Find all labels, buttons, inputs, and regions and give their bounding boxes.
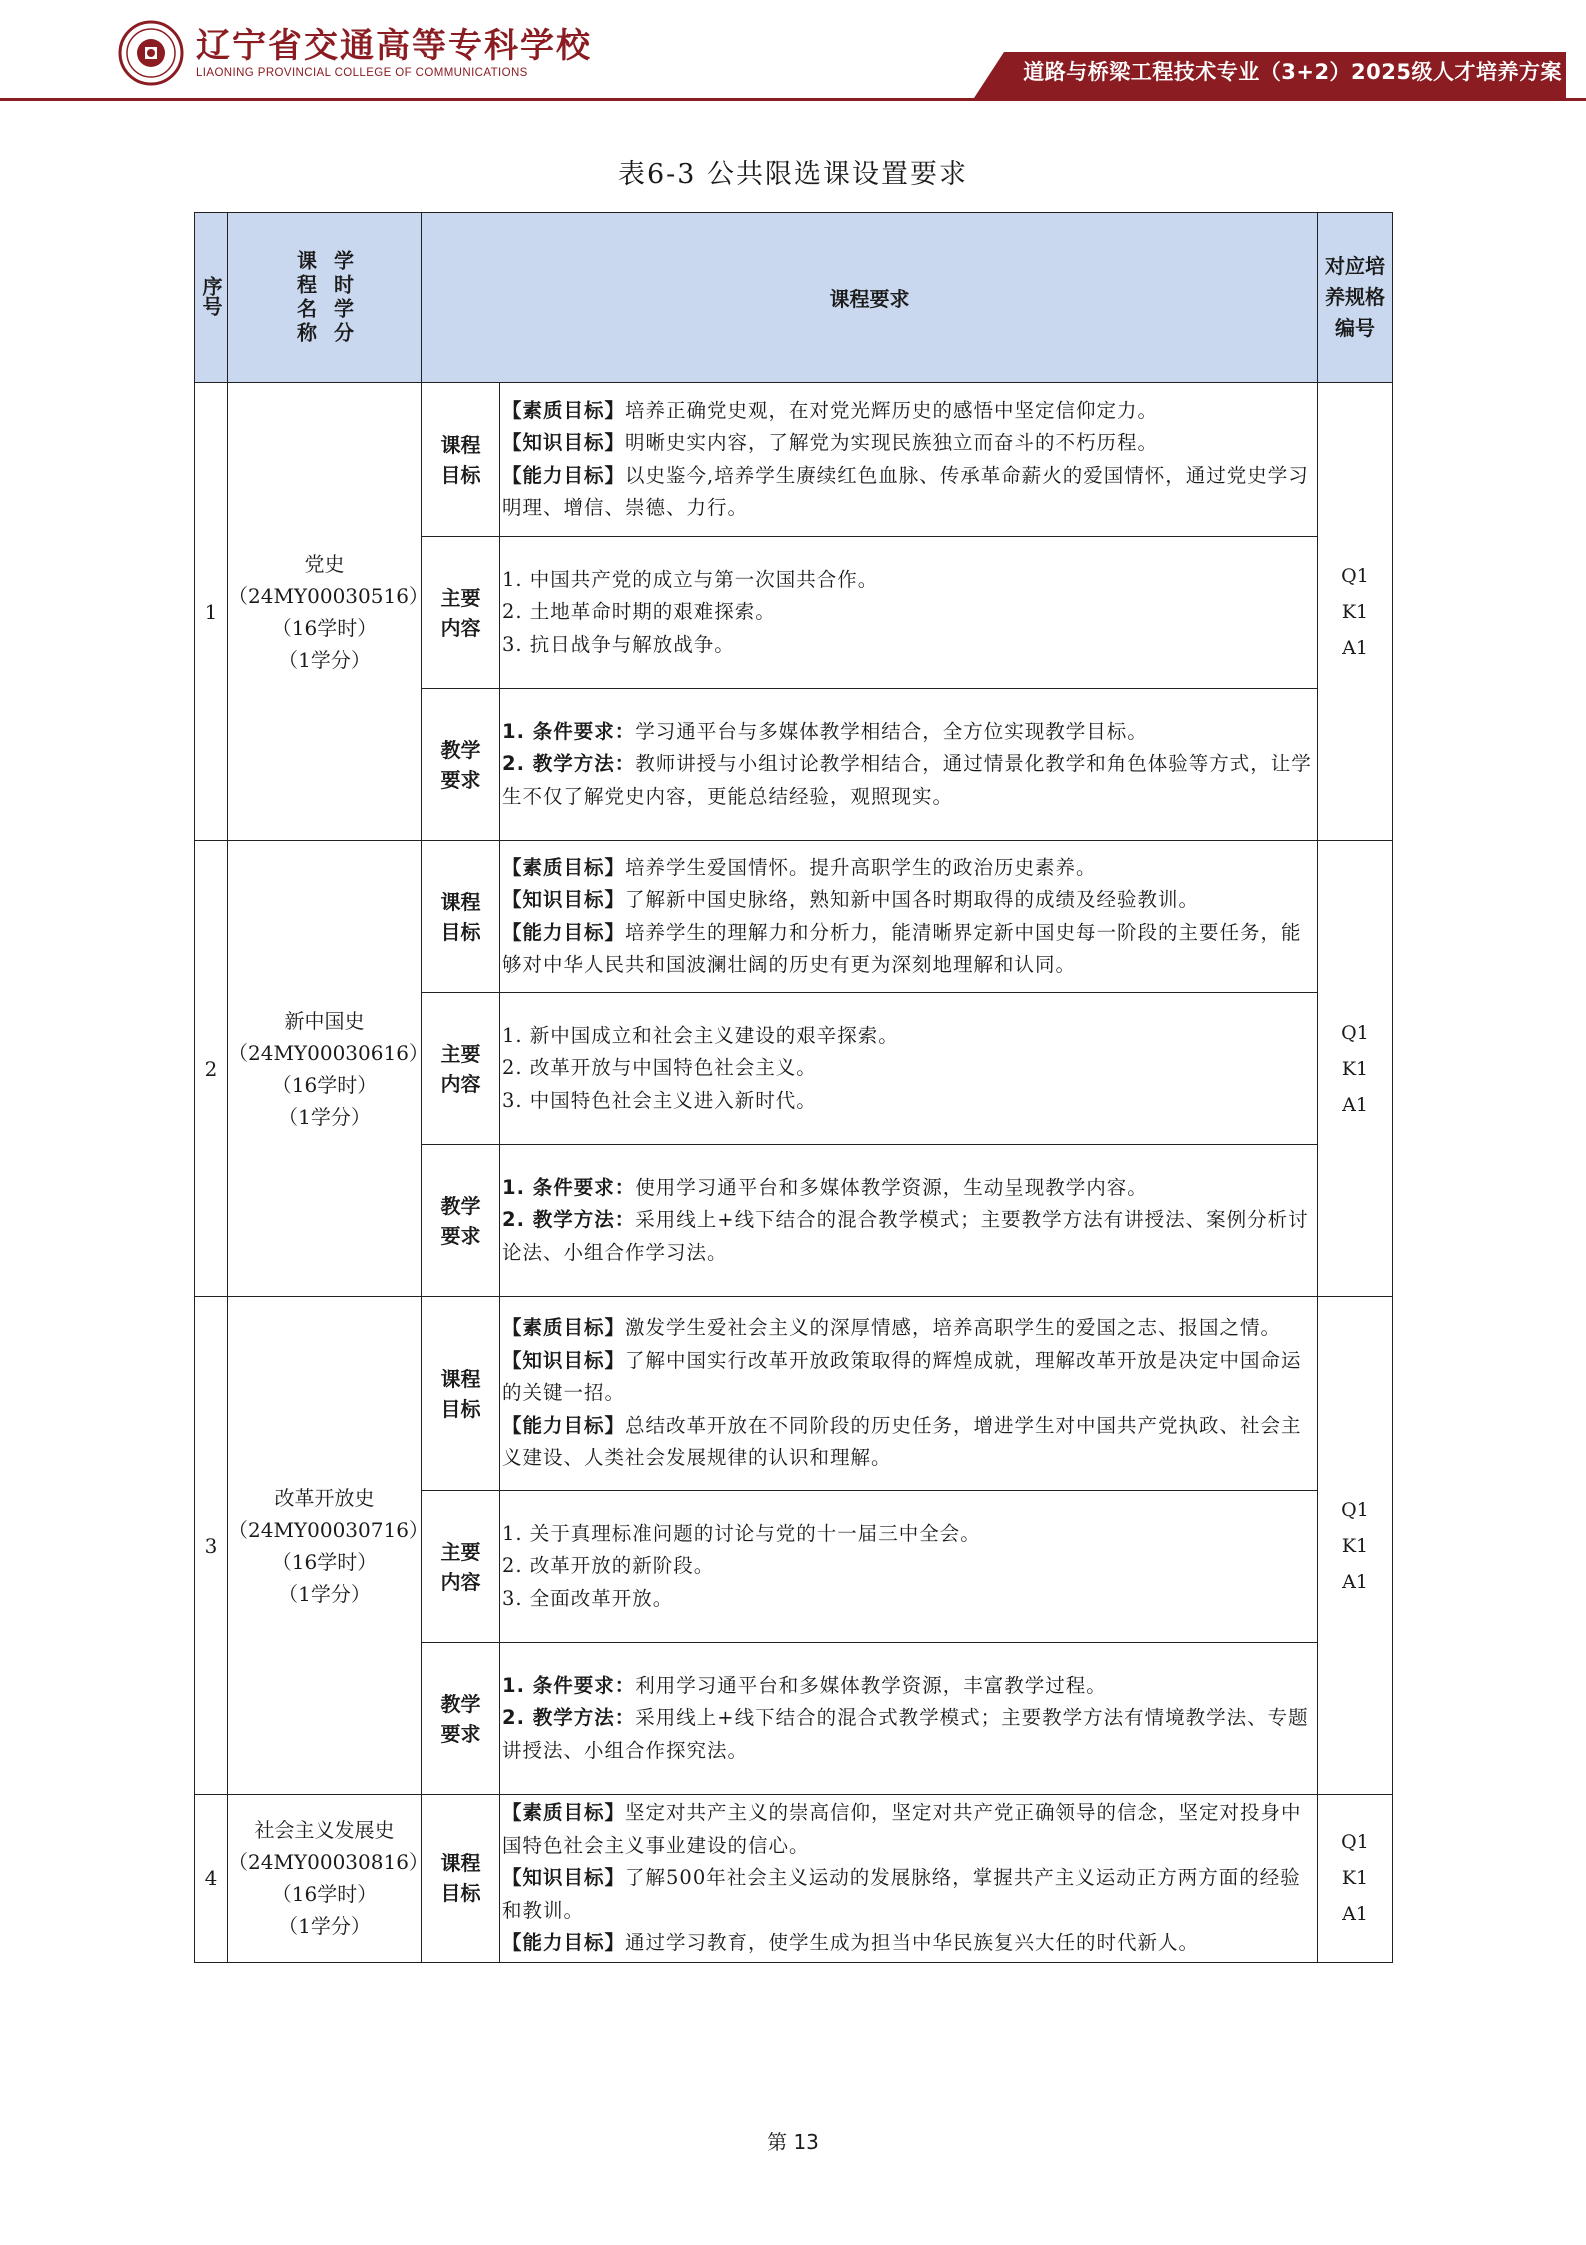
spec-code: A1 bbox=[1342, 636, 1368, 659]
course-2-goal-row bbox=[195, 841, 1393, 993]
course-3-goal-row bbox=[195, 1297, 1393, 1491]
section-label-teach: 教学 要求 bbox=[422, 689, 500, 841]
item-tag: 【知识目标】 bbox=[502, 1866, 626, 1889]
item-tag: 1. 条件要求： bbox=[502, 1175, 636, 1199]
item-text: 总结改革开放在不同阶段的历史任务，增进学生对中国共产党执政、社会主义建设、人类社会发展规律的认识和理解。 bbox=[502, 1413, 1302, 1470]
school-name-cn: 辽宁省交通高等专科学校 bbox=[196, 26, 592, 66]
course-number: 1 bbox=[195, 383, 228, 841]
header-requirements: 课程要求 bbox=[422, 213, 1318, 383]
item-text: 了解中国实行改革开放政策取得的辉煌成就，理解改革开放是决定中国命运的关键一招。 bbox=[502, 1348, 1302, 1405]
spec-code: K1 bbox=[1341, 1534, 1369, 1557]
requirement-item bbox=[502, 884, 1315, 917]
item-tag: 【能力目标】 bbox=[502, 1931, 626, 1954]
requirement-item bbox=[502, 1172, 1315, 1205]
section-content-content bbox=[500, 993, 1318, 1145]
course-name: 社会主义发展史 bbox=[254, 1818, 395, 1843]
item-tag: 【素质目标】 bbox=[502, 1316, 626, 1340]
course-credits: （1学分） bbox=[278, 647, 371, 672]
course-code: （24MY00030616） bbox=[228, 1040, 429, 1065]
section-content-goal bbox=[500, 841, 1318, 993]
section-label-content: 主要 内容 bbox=[422, 537, 500, 689]
item-tag: 【知识目标】 bbox=[502, 888, 626, 911]
course-number: 4 bbox=[195, 1795, 228, 1963]
course-name-cell bbox=[228, 1297, 429, 1795]
course-requirements-table bbox=[194, 212, 1393, 1963]
item-text: 培养学生爱国情怀。提升高职学生的政治历史素养。 bbox=[625, 855, 1097, 879]
spec-codes bbox=[1318, 383, 1393, 841]
section-content-content bbox=[500, 537, 1318, 689]
item-text: 通过学习教育，使学生成为担当中华民族复兴大任的时代新人。 bbox=[625, 1931, 1200, 1954]
item-tag: 1. 条件要求： bbox=[502, 719, 636, 743]
content-item: 1. 中国共产党的成立与第一次国共合作。 bbox=[502, 567, 879, 591]
section-label-teach: 教学 要求 bbox=[422, 1145, 500, 1297]
section-content-teach bbox=[500, 1643, 1318, 1795]
requirement-item bbox=[502, 395, 1315, 428]
course-credits: （1学分） bbox=[278, 1914, 371, 1939]
spec-code: K1 bbox=[1341, 1057, 1369, 1080]
item-text: 利用学习通平台和多媒体教学资源，丰富教学过程。 bbox=[635, 1673, 1107, 1697]
item-tag: 【能力目标】 bbox=[502, 920, 626, 944]
content-item: 3. 全面改革开放。 bbox=[502, 1586, 674, 1610]
course-hours: （16学时） bbox=[271, 1549, 378, 1574]
header-course-name bbox=[228, 213, 422, 383]
course-credits: （1学分） bbox=[278, 1104, 371, 1129]
course-code: （24MY00030816） bbox=[228, 1850, 429, 1875]
item-tag: 2. 教学方法： bbox=[502, 1208, 636, 1232]
item-text: 培养学生的理解力和分析力，能清晰界定新中国史每一阶段的主要任务，能够对中华人民共和国波澜壮阔的历史有更为深刻地理解和认同。 bbox=[502, 920, 1302, 976]
spec-codes bbox=[1318, 1297, 1393, 1795]
requirement-item bbox=[502, 748, 1315, 813]
page-number: 第 13 bbox=[767, 2130, 819, 2154]
course-name: 新中国史 bbox=[284, 1008, 365, 1033]
section-label-teach: 教学 要求 bbox=[422, 1643, 500, 1795]
item-tag: 【知识目标】 bbox=[502, 1348, 626, 1372]
item-tag: 【能力目标】 bbox=[502, 1413, 626, 1437]
spec-codes bbox=[1318, 1795, 1393, 1963]
course-name-cell bbox=[228, 1795, 429, 1963]
content-item: 3. 中国特色社会主义进入新时代。 bbox=[502, 1088, 817, 1112]
requirement-item bbox=[502, 1927, 1315, 1960]
section-content-teach bbox=[500, 689, 1318, 841]
item-tag: 2. 教学方法： bbox=[502, 1706, 636, 1730]
spec-code: Q1 bbox=[1341, 1498, 1369, 1521]
item-tag: 【素质目标】 bbox=[502, 398, 626, 422]
table-title: 表6-3 公共限选课设置要求 bbox=[617, 159, 969, 190]
section-content-goal bbox=[500, 383, 1318, 537]
spec-code: A1 bbox=[1342, 1093, 1368, 1116]
requirement-item bbox=[502, 716, 1315, 749]
item-tag: 【素质目标】 bbox=[502, 855, 626, 879]
section-label-goal: 课程 目标 bbox=[422, 1795, 500, 1963]
requirement-item bbox=[502, 1670, 1315, 1703]
spec-codes bbox=[1318, 841, 1393, 1297]
item-text: 了解500年社会主义运动的发展脉络，掌握共产主义运动正方两方面的经验和教训。 bbox=[502, 1866, 1301, 1922]
requirement-item bbox=[502, 1797, 1315, 1862]
content-item: 2. 改革开放的新阶段。 bbox=[502, 1554, 715, 1578]
item-text: 以史鉴今,培养学生赓续红色血脉、传承革命薪火的爱国情怀，通过党史学习明理、增信、崇德、力行。 bbox=[502, 463, 1309, 519]
requirement-item bbox=[502, 427, 1315, 460]
course-hours: （16学时） bbox=[271, 1072, 378, 1097]
item-tag: 【素质目标】 bbox=[502, 1801, 626, 1824]
spec-code: K1 bbox=[1341, 600, 1369, 623]
spec-code: Q1 bbox=[1341, 1021, 1369, 1044]
school-logo bbox=[118, 20, 592, 86]
item-text: 坚定对共产主义的崇高信仰，坚定对共产党正确领导的信念，坚定对投身中国特色社会主义事业建设的信心。 bbox=[502, 1801, 1302, 1857]
content-item: 2. 土地革命时期的艰难探索。 bbox=[502, 600, 776, 624]
school-seal-icon bbox=[118, 20, 184, 86]
requirement-item bbox=[502, 1410, 1315, 1475]
item-tag: 【能力目标】 bbox=[502, 463, 626, 487]
content-item: 2. 改革开放与中国特色社会主义。 bbox=[502, 1056, 817, 1080]
course-hours: （16学时） bbox=[271, 615, 378, 640]
section-content-content bbox=[500, 1491, 1318, 1643]
spec-code: A1 bbox=[1342, 1903, 1368, 1926]
page-header bbox=[0, 0, 1586, 104]
requirement-item bbox=[502, 1312, 1315, 1345]
section-label-goal: 课程 目标 bbox=[422, 841, 500, 993]
section-label-content: 主要 内容 bbox=[422, 993, 500, 1145]
course-code: （24MY00030716） bbox=[228, 1517, 429, 1542]
item-text: 采用线上+线下结合的混合教学模式；主要教学方法有讲授法、案例分析讨论法、小组合作学习法。 bbox=[502, 1208, 1309, 1264]
requirement-item bbox=[502, 1702, 1315, 1767]
requirement-item bbox=[502, 460, 1315, 525]
document-title: 道路与桥梁工程技术专业（3+2）2025级人才培养方案 bbox=[1023, 60, 1562, 84]
course-hours: （16学时） bbox=[271, 1882, 378, 1907]
header-course-name-right: 课程名称 bbox=[293, 249, 318, 346]
item-tag: 【知识目标】 bbox=[502, 431, 626, 454]
table-header-row bbox=[195, 213, 1393, 383]
item-text: 使用学习通平台和多媒体教学资源，生动呈现教学内容。 bbox=[635, 1175, 1148, 1199]
section-label-goal: 课程 目标 bbox=[422, 383, 500, 537]
item-text: 采用线上+线下结合的混合式教学模式；主要教学方法有情境教学法、专题讲授法、小组合作探究法。 bbox=[502, 1706, 1309, 1762]
requirement-item bbox=[502, 1204, 1315, 1269]
section-content-teach bbox=[500, 1145, 1318, 1297]
header-divider bbox=[0, 98, 1586, 101]
item-text: 培养正确党史观，在对党光辉历史的感悟中坚定信仰定力。 bbox=[625, 398, 1159, 422]
header-codes: 对应培养规格编号 bbox=[1318, 213, 1393, 383]
course-4-goal-row bbox=[195, 1795, 1393, 1963]
item-text: 学习通平台与多媒体教学相结合，全方位实现教学目标。 bbox=[635, 719, 1148, 743]
spec-code: K1 bbox=[1341, 1867, 1369, 1890]
course-credits: （1学分） bbox=[278, 1581, 371, 1606]
course-name: 党史 bbox=[304, 551, 345, 576]
item-tag: 1. 条件要求： bbox=[502, 1673, 636, 1697]
requirement-item bbox=[502, 852, 1315, 885]
course-name-cell bbox=[228, 841, 429, 1297]
course-1-goal-row bbox=[195, 383, 1393, 537]
spec-code: Q1 bbox=[1341, 564, 1369, 587]
section-label-content: 主要 内容 bbox=[422, 1491, 500, 1643]
item-text: 激发学生爱社会主义的深厚情感，培养高职学生的爱国之志、报国之情。 bbox=[625, 1316, 1282, 1340]
content-item: 1. 关于真理标准问题的讨论与党的十一届三中全会。 bbox=[502, 1521, 981, 1545]
item-text: 教师讲授与小组讨论教学相结合，通过情景化教学和角色体验等方式，让学生不仅了解党史内容，更能总结经验，观照现实。 bbox=[502, 752, 1312, 808]
requirement-item bbox=[502, 1345, 1315, 1410]
content-item: 1. 新中国成立和社会主义建设的艰辛探索。 bbox=[502, 1023, 899, 1047]
content-item: 3. 抗日战争与解放战争。 bbox=[502, 632, 735, 656]
course-number: 3 bbox=[195, 1297, 228, 1795]
spec-code: A1 bbox=[1342, 1570, 1368, 1593]
header-num: 序号 bbox=[195, 213, 228, 383]
course-name-cell bbox=[228, 383, 429, 841]
spec-code: Q1 bbox=[1341, 1831, 1369, 1854]
header-course-name-left: 学时学分 bbox=[330, 249, 355, 346]
course-name: 改革开放史 bbox=[274, 1485, 375, 1510]
course-code: （24MY00030516） bbox=[228, 583, 429, 608]
section-content-goal bbox=[500, 1297, 1318, 1491]
school-name-en: LIAONING PROVINCIAL COLLEGE OF COMMUNICATIONS bbox=[196, 67, 528, 79]
section-label-goal: 课程 目标 bbox=[422, 1297, 500, 1491]
course-number: 2 bbox=[195, 841, 228, 1297]
item-tag: 2. 教学方法： bbox=[502, 752, 636, 776]
section-content-goal bbox=[500, 1795, 1318, 1963]
requirement-item bbox=[502, 1862, 1315, 1927]
item-text: 明晰史实内容，了解党为实现民族独立而奋斗的不朽历程。 bbox=[625, 431, 1159, 454]
item-text: 了解新中国史脉络，熟知新中国各时期取得的成绩及经验教训。 bbox=[625, 888, 1200, 911]
requirement-item bbox=[502, 917, 1315, 982]
